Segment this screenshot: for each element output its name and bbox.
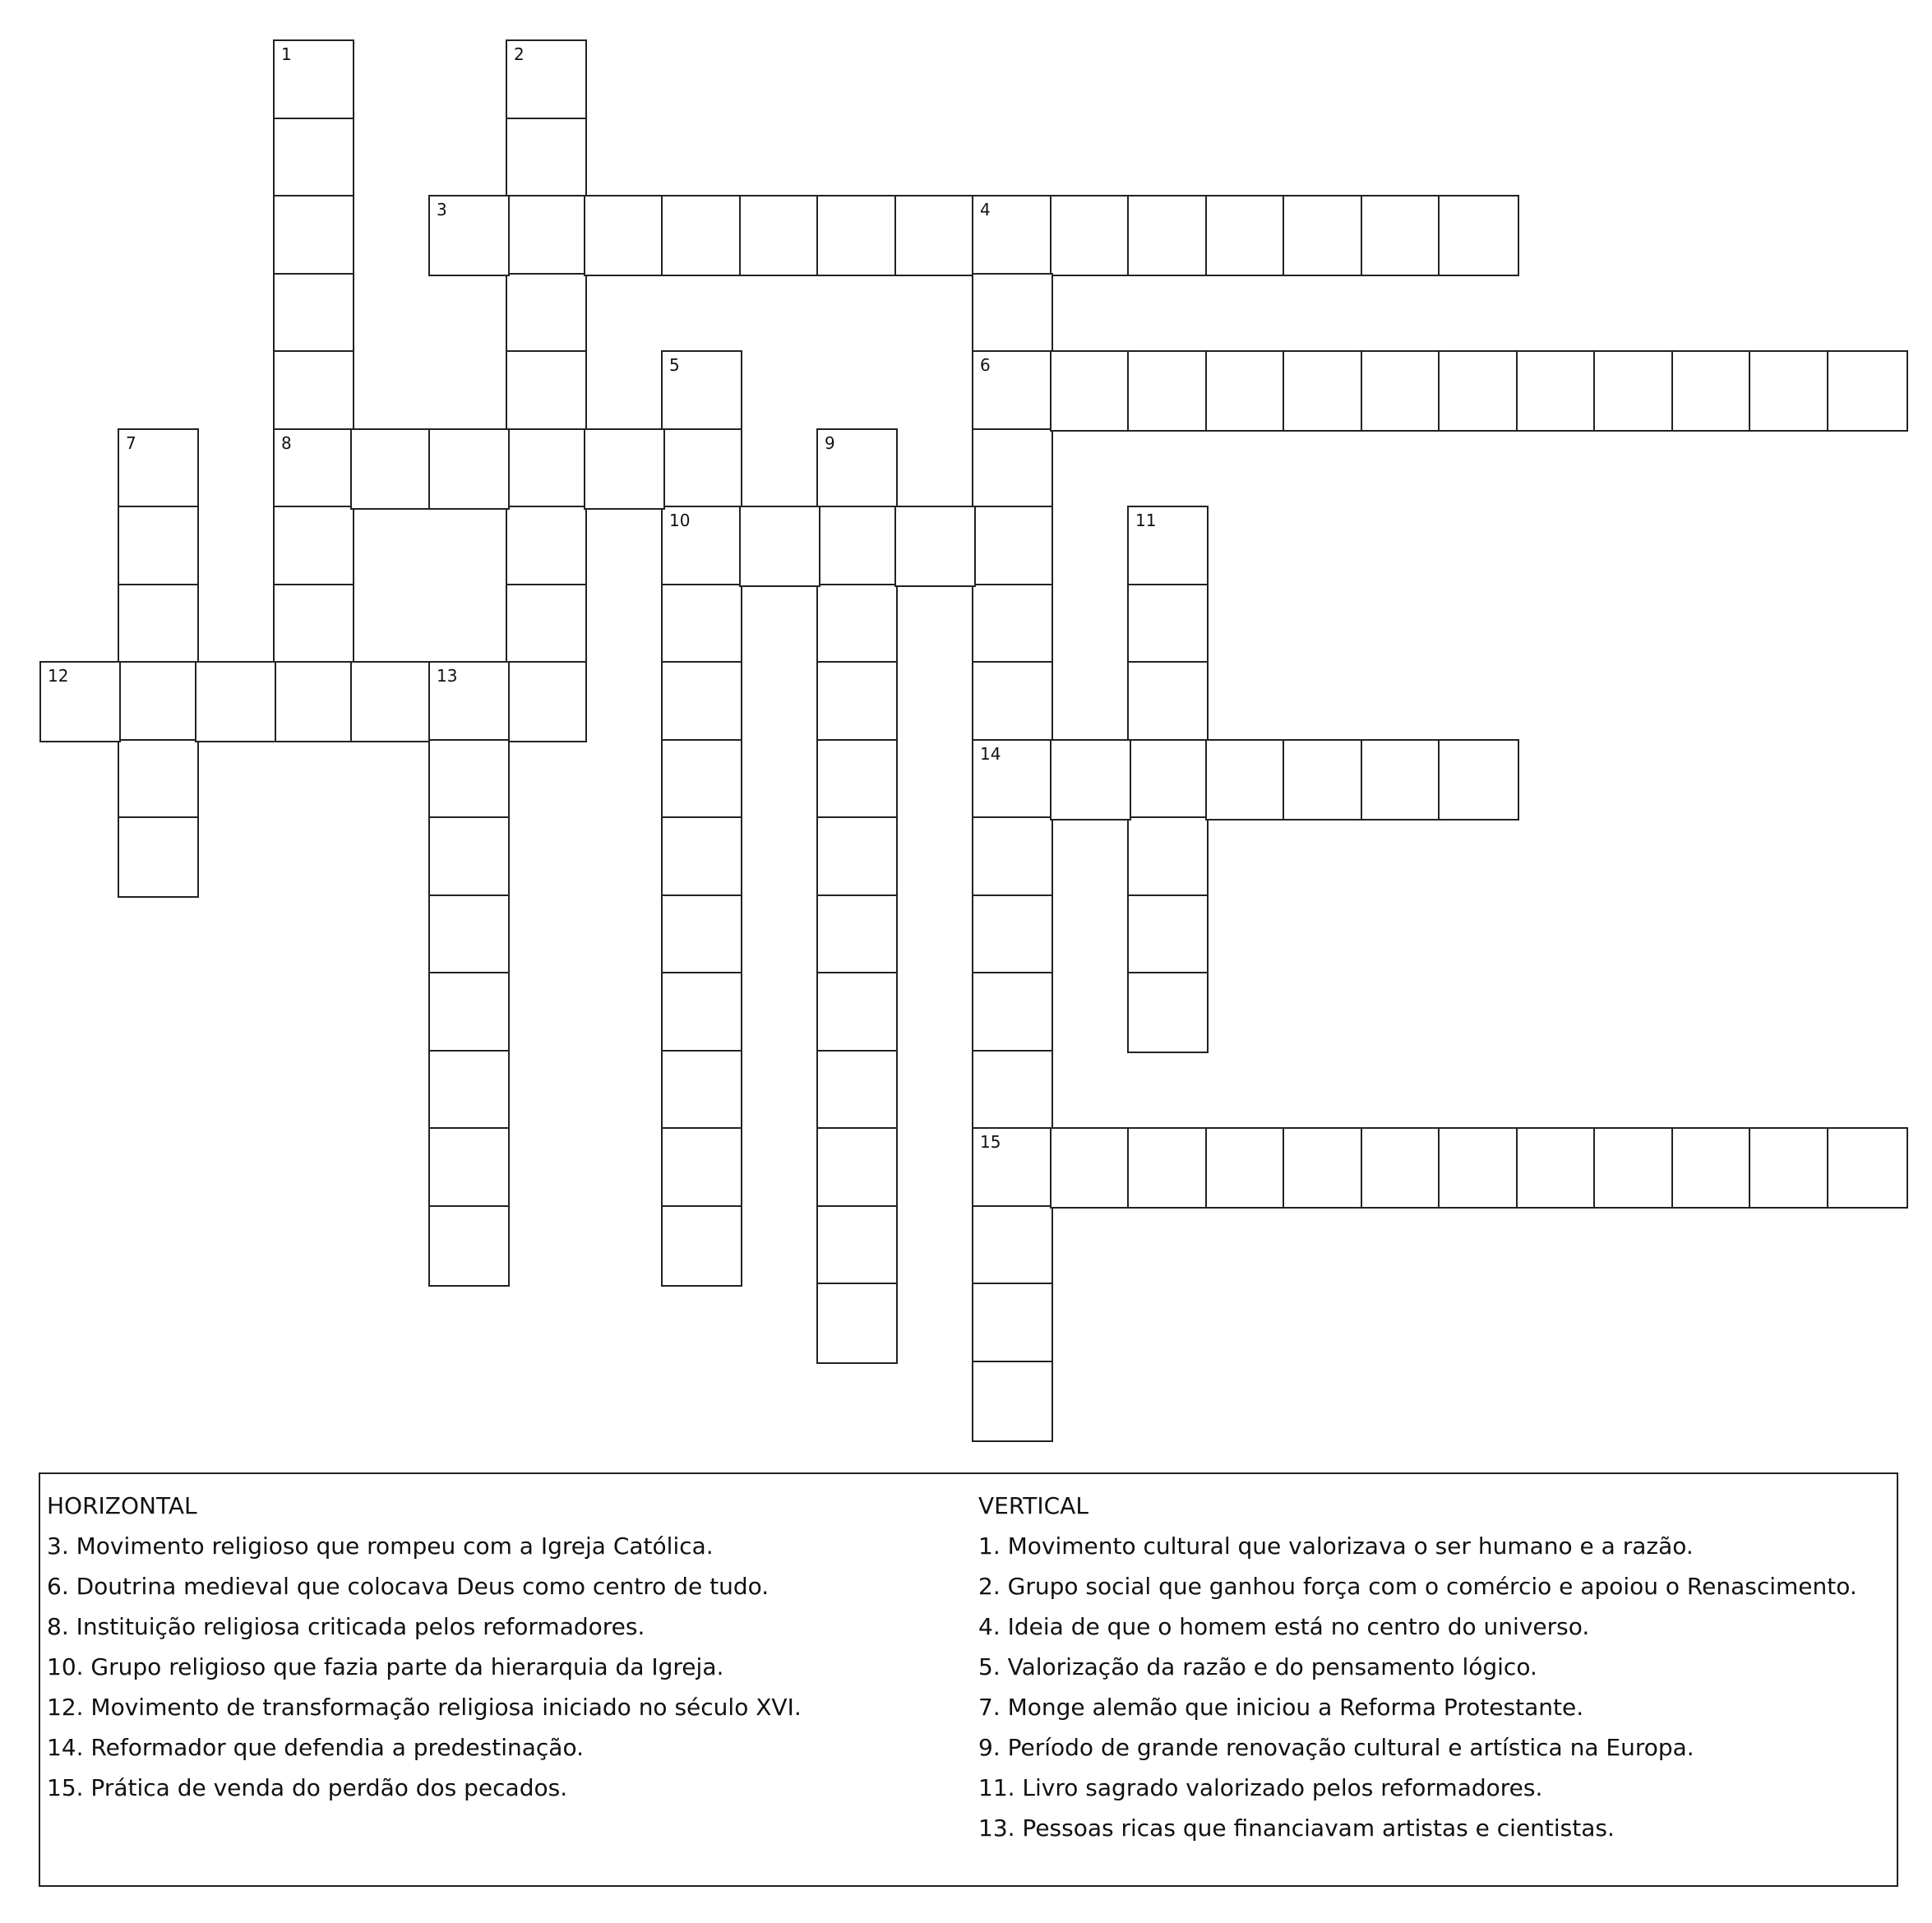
crossword-cell[interactable] bbox=[972, 1361, 1053, 1442]
crossword-cell[interactable] bbox=[1050, 739, 1131, 821]
crossword-cell[interactable] bbox=[1593, 1127, 1675, 1209]
crossword-cell[interactable] bbox=[661, 1127, 742, 1209]
crossword-cell[interactable] bbox=[1283, 1127, 1364, 1209]
crossword-cell[interactable] bbox=[273, 506, 354, 587]
crossword-cell[interactable] bbox=[273, 118, 354, 199]
crossword-cell[interactable] bbox=[1127, 894, 1209, 976]
clue-number: 11 bbox=[1135, 511, 1157, 530]
crossword-cell[interactable] bbox=[428, 1205, 510, 1287]
clue-number: 9 bbox=[825, 433, 835, 453]
crossword-cell[interactable] bbox=[428, 661, 510, 742]
crossword-cell[interactable] bbox=[506, 661, 587, 742]
crossword-cell[interactable] bbox=[972, 739, 1053, 821]
crossword-cell[interactable] bbox=[118, 661, 199, 742]
crossword-cell[interactable] bbox=[428, 816, 510, 898]
vertical-clue: 9. Período de grande renovação cultural e artística na Europa. bbox=[978, 1734, 1694, 1761]
crossword-cell[interactable] bbox=[1438, 739, 1519, 821]
crossword-cell[interactable] bbox=[816, 894, 898, 976]
crossword-cell[interactable] bbox=[661, 195, 742, 276]
crossword-cell[interactable] bbox=[972, 661, 1053, 742]
clue-number: 8 bbox=[281, 433, 292, 453]
crossword-cell[interactable] bbox=[1127, 584, 1209, 665]
crossword-cell[interactable] bbox=[1050, 195, 1131, 276]
crossword-cell[interactable] bbox=[1361, 739, 1442, 821]
crossword-cell[interactable] bbox=[661, 350, 742, 432]
crossword-cell[interactable] bbox=[1438, 195, 1519, 276]
crossword-cell[interactable] bbox=[273, 273, 354, 354]
crossword-cell[interactable] bbox=[428, 195, 510, 276]
clue-number: 14 bbox=[980, 744, 1001, 764]
crossword-cell[interactable] bbox=[428, 972, 510, 1053]
crossword-cell[interactable] bbox=[428, 739, 510, 821]
crossword-cell[interactable] bbox=[1205, 195, 1287, 276]
crossword-cell[interactable] bbox=[273, 428, 354, 510]
crossword-cell[interactable] bbox=[1283, 350, 1364, 432]
crossword-cell[interactable] bbox=[972, 1283, 1053, 1364]
crossword-cell[interactable] bbox=[661, 1050, 742, 1131]
crossword-cell[interactable] bbox=[661, 506, 742, 587]
clue-number: 6 bbox=[980, 355, 991, 375]
crossword-cell[interactable] bbox=[1516, 350, 1597, 432]
crossword-cell[interactable] bbox=[816, 739, 898, 821]
crossword-cell[interactable] bbox=[1438, 350, 1519, 432]
crossword-cell[interactable] bbox=[661, 816, 742, 898]
crossword-cell[interactable] bbox=[506, 584, 587, 665]
crossword-cell[interactable] bbox=[350, 428, 432, 510]
crossword-cell[interactable] bbox=[1827, 350, 1908, 432]
clue-number: 10 bbox=[669, 511, 691, 530]
horizontal-clue: 14. Reformador que defendia a predestinação. bbox=[47, 1734, 584, 1761]
crossword-cell[interactable] bbox=[506, 428, 587, 510]
crossword-cell[interactable] bbox=[739, 195, 820, 276]
crossword-cell[interactable] bbox=[584, 195, 665, 276]
clue-number: 7 bbox=[126, 433, 136, 453]
crossword-cell[interactable] bbox=[118, 816, 199, 898]
horizontal-clue: 6. Doutrina medieval que colocava Deus como centro de tudo. bbox=[47, 1573, 770, 1600]
crossword-cell[interactable] bbox=[816, 816, 898, 898]
crossword-cell[interactable] bbox=[273, 661, 354, 742]
crossword-cell[interactable] bbox=[661, 972, 742, 1053]
crossword-cell[interactable] bbox=[1050, 350, 1131, 432]
crossword-cell[interactable] bbox=[661, 894, 742, 976]
crossword-cell[interactable] bbox=[1516, 1127, 1597, 1209]
crossword-cell[interactable] bbox=[661, 1205, 742, 1287]
vertical-clues bbox=[978, 1486, 1857, 1848]
crossword-cell[interactable] bbox=[972, 816, 1053, 898]
crossword-cell[interactable] bbox=[273, 195, 354, 276]
crossword-cell[interactable] bbox=[739, 506, 820, 587]
crossword-cell[interactable] bbox=[1827, 1127, 1908, 1209]
clue-number: 15 bbox=[980, 1132, 1001, 1152]
horizontal-clue: 3. Movimento religioso que rompeu com a Igreja Católica. bbox=[47, 1532, 714, 1560]
crossword-cell[interactable] bbox=[273, 350, 354, 432]
crossword-cell[interactable] bbox=[661, 428, 742, 510]
crossword-cell[interactable] bbox=[428, 1127, 510, 1209]
crossword-cell[interactable] bbox=[1361, 195, 1442, 276]
crossword-cell[interactable] bbox=[1671, 350, 1753, 432]
crossword-cell[interactable] bbox=[118, 428, 199, 510]
crossword-cell[interactable] bbox=[816, 1127, 898, 1209]
crossword-cell[interactable] bbox=[118, 506, 199, 587]
crossword-cell[interactable] bbox=[39, 661, 121, 742]
crossword-cell[interactable] bbox=[1361, 350, 1442, 432]
horizontal-clue: 15. Prática de venda do perdão dos pecados. bbox=[47, 1774, 568, 1801]
crossword-cell[interactable] bbox=[972, 1050, 1053, 1131]
crossword-cell[interactable] bbox=[972, 1205, 1053, 1287]
horizontal-clue: 10. Grupo religioso que fazia parte da hierarquia da Igreja. bbox=[47, 1653, 724, 1680]
clue-number: 4 bbox=[980, 200, 991, 220]
crossword-cell[interactable] bbox=[428, 1050, 510, 1131]
crossword-cell[interactable] bbox=[816, 1283, 898, 1364]
crossword-cell[interactable] bbox=[506, 39, 587, 121]
crossword-cell[interactable] bbox=[1127, 1127, 1209, 1209]
crossword-cell[interactable] bbox=[1127, 972, 1209, 1053]
crossword-cell[interactable] bbox=[1205, 1127, 1287, 1209]
crossword-cell[interactable] bbox=[972, 584, 1053, 665]
crossword-cell[interactable] bbox=[195, 661, 276, 742]
crossword-cell[interactable] bbox=[1749, 350, 1830, 432]
clue-number: 13 bbox=[437, 666, 458, 686]
clue-number: 3 bbox=[437, 200, 447, 220]
crossword-cell[interactable] bbox=[1127, 739, 1209, 821]
crossword-cell[interactable] bbox=[1127, 506, 1209, 587]
vertical-clues-title: VERTICAL bbox=[978, 1492, 1088, 1519]
crossword-cell[interactable] bbox=[972, 894, 1053, 976]
crossword-cell[interactable] bbox=[816, 195, 898, 276]
vertical-clue: 5. Valorização da razão e do pensamento lógico. bbox=[978, 1653, 1537, 1680]
crossword-cell[interactable] bbox=[816, 1050, 898, 1131]
crossword-cell[interactable] bbox=[273, 39, 354, 121]
crossword-cell[interactable] bbox=[506, 273, 587, 354]
crossword-cell[interactable] bbox=[1127, 816, 1209, 898]
crossword-cell[interactable] bbox=[972, 1127, 1053, 1209]
crossword-cell[interactable] bbox=[1205, 350, 1287, 432]
crossword-cell[interactable] bbox=[1671, 1127, 1753, 1209]
crossword-cell[interactable] bbox=[972, 428, 1053, 510]
vertical-clue: 1. Movimento cultural que valorizava o ser humano e a razão. bbox=[978, 1532, 1694, 1560]
crossword-cell[interactable] bbox=[972, 506, 1053, 587]
horizontal-clues bbox=[47, 1486, 802, 1808]
vertical-clue: 2. Grupo social que ganhou força com o comércio e apoiou o Renascimento. bbox=[978, 1573, 1857, 1600]
crossword-cell[interactable] bbox=[1050, 1127, 1131, 1209]
crossword-cell[interactable] bbox=[661, 584, 742, 665]
crossword-cell[interactable] bbox=[506, 195, 587, 276]
crossword-cell[interactable] bbox=[1127, 661, 1209, 742]
crossword-cell[interactable] bbox=[118, 584, 199, 665]
crossword-cell[interactable] bbox=[428, 894, 510, 976]
crossword-cell[interactable] bbox=[1283, 195, 1364, 276]
crossword-cell[interactable] bbox=[1127, 195, 1209, 276]
crossword-cell[interactable] bbox=[894, 506, 976, 587]
crossword-cell[interactable] bbox=[816, 506, 898, 587]
crossword-cell[interactable] bbox=[972, 972, 1053, 1053]
crossword-cell[interactable] bbox=[118, 739, 199, 821]
crossword-cell[interactable] bbox=[506, 350, 587, 432]
crossword-cell[interactable] bbox=[506, 506, 587, 587]
crossword-cell[interactable] bbox=[1127, 350, 1209, 432]
crossword-cell[interactable] bbox=[816, 1205, 898, 1287]
crossword-cell[interactable] bbox=[816, 584, 898, 665]
crossword-cell[interactable] bbox=[273, 584, 354, 665]
clue-number: 2 bbox=[514, 44, 525, 64]
vertical-clue: 13. Pessoas ricas que financiavam artistas e cientistas. bbox=[978, 1814, 1615, 1842]
clues-panel bbox=[39, 1472, 1898, 1887]
vertical-clue: 11. Livro sagrado valorizado pelos reformadores. bbox=[978, 1774, 1543, 1801]
crossword-cell[interactable] bbox=[1205, 739, 1287, 821]
crossword-cell[interactable] bbox=[972, 273, 1053, 354]
horizontal-clue: 8. Instituição religiosa criticada pelos reformadores. bbox=[47, 1613, 645, 1640]
vertical-clue: 4. Ideia de que o homem está no centro do universo. bbox=[978, 1613, 1590, 1640]
crossword-cell[interactable] bbox=[1361, 1127, 1442, 1209]
horizontal-clue: 12. Movimento de transformação religiosa iniciado no século XVI. bbox=[47, 1694, 802, 1721]
crossword-cell[interactable] bbox=[1749, 1127, 1830, 1209]
crossword-cell[interactable] bbox=[816, 661, 898, 742]
crossword-cell[interactable] bbox=[428, 428, 510, 510]
crossword-cell[interactable] bbox=[661, 739, 742, 821]
clue-number: 5 bbox=[669, 355, 680, 375]
clue-number: 1 bbox=[281, 44, 292, 64]
crossword-cell[interactable] bbox=[661, 661, 742, 742]
crossword-cell[interactable] bbox=[584, 428, 665, 510]
crossword-cell[interactable] bbox=[1593, 350, 1675, 432]
crossword-cell[interactable] bbox=[1438, 1127, 1519, 1209]
crossword-cell[interactable] bbox=[506, 118, 587, 199]
crossword-cell[interactable] bbox=[350, 661, 432, 742]
horizontal-clues-title: HORIZONTAL bbox=[47, 1492, 197, 1519]
crossword-cell[interactable] bbox=[1283, 739, 1364, 821]
crossword-cell[interactable] bbox=[894, 195, 976, 276]
vertical-clue: 7. Monge alemão que iniciou a Reforma Protestante. bbox=[978, 1694, 1584, 1721]
crossword-cell[interactable] bbox=[816, 428, 898, 510]
crossword-cell[interactable] bbox=[972, 195, 1053, 276]
crossword-cell[interactable] bbox=[972, 350, 1053, 432]
clue-number: 12 bbox=[48, 666, 69, 686]
crossword-cell[interactable] bbox=[816, 972, 898, 1053]
